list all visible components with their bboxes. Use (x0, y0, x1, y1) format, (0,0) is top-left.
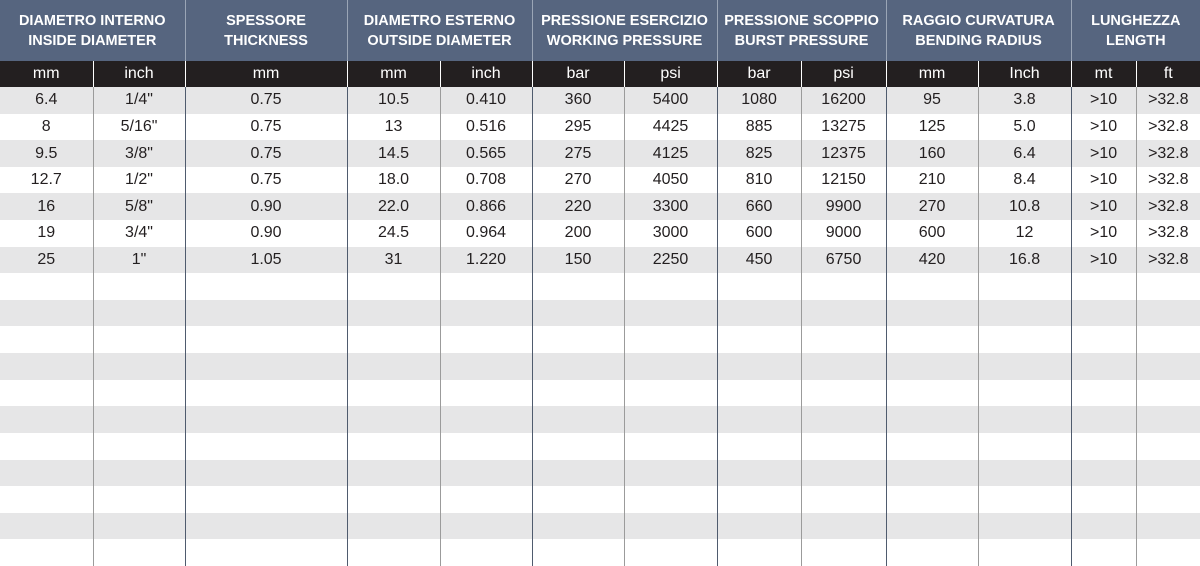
header-outside-diameter (347, 0, 532, 61)
table-cell: 6.4 (978, 140, 1071, 167)
table-cell: 0.866 (440, 193, 532, 220)
empty-row (0, 273, 1200, 300)
table-cell (93, 326, 185, 353)
table-cell (978, 539, 1071, 566)
header-inside-diameter (0, 0, 185, 61)
table-cell: >32.8 (1136, 220, 1200, 247)
table-cell: >32.8 (1136, 87, 1200, 114)
table-cell: 0.75 (185, 87, 347, 114)
table-cell: 95 (886, 87, 978, 114)
table-cell (440, 539, 532, 566)
table-cell (347, 380, 440, 407)
table-cell: 5400 (624, 87, 717, 114)
table-cell: 18.0 (347, 167, 440, 194)
table-cell: 2250 (624, 247, 717, 274)
table-cell: 6.4 (0, 87, 93, 114)
header-en-label: INSIDE DIAMETER (28, 32, 157, 49)
table-cell (717, 486, 801, 513)
table-cell: 16200 (801, 87, 886, 114)
unit-header-cell: mm (185, 61, 347, 87)
table-cell (1136, 326, 1200, 353)
table-cell (1071, 433, 1136, 460)
table-cell (1136, 300, 1200, 327)
empty-row (0, 539, 1200, 566)
table-row (0, 114, 1200, 141)
header-en-label: BENDING RADIUS (915, 32, 1042, 49)
table-cell (801, 353, 886, 380)
table-cell (717, 380, 801, 407)
table-cell (978, 326, 1071, 353)
table-cell (185, 406, 347, 433)
table-cell (347, 406, 440, 433)
table-cell (978, 486, 1071, 513)
table-cell (801, 460, 886, 487)
table-cell (0, 326, 93, 353)
table-cell (801, 539, 886, 566)
table-cell (886, 460, 978, 487)
table-cell (886, 300, 978, 327)
table-cell: 660 (717, 193, 801, 220)
table-cell (1071, 406, 1136, 433)
table-cell (1071, 486, 1136, 513)
table-cell (1071, 300, 1136, 327)
table-cell (886, 486, 978, 513)
table-cell (0, 380, 93, 407)
table-cell: >10 (1071, 114, 1136, 141)
table-cell (532, 486, 624, 513)
table-cell: >10 (1071, 247, 1136, 274)
table-cell: 4125 (624, 140, 717, 167)
table-cell (624, 513, 717, 540)
table-cell (801, 486, 886, 513)
table-row (0, 87, 1200, 114)
table-cell (347, 539, 440, 566)
table-cell (0, 273, 93, 300)
table-cell (886, 513, 978, 540)
table-cell: 295 (532, 114, 624, 141)
table-cell: 3/8" (93, 140, 185, 167)
table-cell (347, 433, 440, 460)
empty-row (0, 513, 1200, 540)
table-cell (0, 433, 93, 460)
unit-header-cell: inch (440, 61, 532, 87)
table-cell: 0.516 (440, 114, 532, 141)
header-en-label: WORKING PRESSURE (546, 32, 703, 49)
unit-header-cell: mt (1071, 61, 1136, 87)
table-cell (532, 326, 624, 353)
table-cell (185, 326, 347, 353)
table-cell (347, 486, 440, 513)
table-cell (93, 273, 185, 300)
empty-row (0, 380, 1200, 407)
table-cell (1136, 539, 1200, 566)
table-cell: 4425 (624, 114, 717, 141)
table-cell (532, 380, 624, 407)
table-cell (801, 406, 886, 433)
table-cell: 200 (532, 220, 624, 247)
table-cell (717, 539, 801, 566)
table-row (0, 247, 1200, 274)
table-cell (347, 326, 440, 353)
table-cell: 14.5 (347, 140, 440, 167)
table-cell: 31 (347, 247, 440, 274)
table-cell: 825 (717, 140, 801, 167)
table-cell (440, 486, 532, 513)
table-cell: 0.565 (440, 140, 532, 167)
header-it-label: DIAMETRO INTERNO (18, 12, 166, 29)
unit-header-cell: inch (93, 61, 185, 87)
table-cell: 12150 (801, 167, 886, 194)
table-cell (1136, 460, 1200, 487)
unit-header-cell: ft (1136, 61, 1200, 87)
table-cell (0, 513, 93, 540)
table-cell (886, 406, 978, 433)
unit-header-cell: psi (624, 61, 717, 87)
table-cell (624, 539, 717, 566)
table-cell (717, 433, 801, 460)
table-cell (185, 539, 347, 566)
unit-header-cell: mm (886, 61, 978, 87)
table-cell: 450 (717, 247, 801, 274)
table-cell (1136, 273, 1200, 300)
table-cell (978, 273, 1071, 300)
table-cell (1136, 433, 1200, 460)
table-cell (185, 513, 347, 540)
table-cell (717, 353, 801, 380)
header-en-label: LENGTH (1106, 32, 1166, 49)
table-cell: 12 (978, 220, 1071, 247)
table-cell: 0.964 (440, 220, 532, 247)
table-cell (93, 433, 185, 460)
table-cell (717, 513, 801, 540)
table-cell (978, 433, 1071, 460)
table-cell (440, 513, 532, 540)
table-cell: 0.90 (185, 193, 347, 220)
table-cell: 4050 (624, 167, 717, 194)
header-it-label: LUNGHEZZA (1091, 12, 1181, 29)
table-cell: 6750 (801, 247, 886, 274)
header-thickness (185, 0, 347, 61)
table-cell (717, 326, 801, 353)
table-cell (0, 460, 93, 487)
table-cell (1136, 486, 1200, 513)
table-cell: 10.8 (978, 193, 1071, 220)
table-cell: 885 (717, 114, 801, 141)
header-burst-pressure (717, 0, 886, 61)
table-cell (978, 353, 1071, 380)
table-cell (440, 460, 532, 487)
table-cell (532, 406, 624, 433)
table-cell: 210 (886, 167, 978, 194)
table-cell: 0.708 (440, 167, 532, 194)
table-cell: 275 (532, 140, 624, 167)
table-cell (624, 380, 717, 407)
table-cell: 8 (0, 114, 93, 141)
header-it-label: PRESSIONE ESERCIZIO (541, 12, 708, 29)
header-en-label: BURST PRESSURE (734, 32, 869, 49)
table-cell (532, 353, 624, 380)
unit-header-cell: mm (347, 61, 440, 87)
table-cell (624, 433, 717, 460)
table-cell (624, 300, 717, 327)
header-it-label: SPESSORE (226, 12, 306, 29)
table-cell (978, 380, 1071, 407)
table-body (0, 87, 1200, 566)
table-cell (185, 353, 347, 380)
table-cell: 1.220 (440, 247, 532, 274)
table-cell: 0.75 (185, 114, 347, 141)
table-cell: 420 (886, 247, 978, 274)
table-cell (93, 406, 185, 433)
table-cell (717, 406, 801, 433)
table-cell (93, 460, 185, 487)
table-cell (1136, 513, 1200, 540)
unit-header-cell: psi (801, 61, 886, 87)
table-cell: 1080 (717, 87, 801, 114)
empty-row (0, 353, 1200, 380)
table-cell: 125 (886, 114, 978, 141)
table-cell (801, 433, 886, 460)
table-cell: >32.8 (1136, 114, 1200, 141)
table-cell (185, 380, 347, 407)
header-it-label: PRESSIONE SCOPPIO (724, 12, 879, 29)
table-cell (717, 300, 801, 327)
empty-row (0, 460, 1200, 487)
table-cell (532, 300, 624, 327)
table-cell (1071, 273, 1136, 300)
table-cell (624, 273, 717, 300)
table-cell (1136, 380, 1200, 407)
table-row (0, 140, 1200, 167)
header-it-label: RAGGIO CURVATURA (902, 12, 1055, 29)
table-cell: 1/2" (93, 167, 185, 194)
empty-row (0, 300, 1200, 327)
table-cell (440, 433, 532, 460)
table-cell: 600 (886, 220, 978, 247)
table-cell: 1/4" (93, 87, 185, 114)
table-cell (185, 460, 347, 487)
table-cell (978, 460, 1071, 487)
table-cell (0, 300, 93, 327)
table-cell (532, 513, 624, 540)
table-cell (347, 460, 440, 487)
table-cell (1071, 380, 1136, 407)
table-cell: 1.05 (185, 247, 347, 274)
table-cell: 3/4" (93, 220, 185, 247)
table-cell: 0.75 (185, 140, 347, 167)
table-cell: 5/8" (93, 193, 185, 220)
table-cell (0, 353, 93, 380)
table-cell (1071, 353, 1136, 380)
table-cell (624, 486, 717, 513)
unit-header-cell: Inch (978, 61, 1071, 87)
table-cell (0, 486, 93, 513)
table-cell (886, 433, 978, 460)
table-cell: 25 (0, 247, 93, 274)
table-cell: 19 (0, 220, 93, 247)
table-cell: 13 (347, 114, 440, 141)
table-cell: 150 (532, 247, 624, 274)
table-cell: 13275 (801, 114, 886, 141)
table-cell: 16.8 (978, 247, 1071, 274)
table-cell: 16 (0, 193, 93, 220)
table-cell (347, 353, 440, 380)
table-cell (801, 380, 886, 407)
table-cell (0, 539, 93, 566)
table-row (0, 193, 1200, 220)
table-cell: 9.5 (0, 140, 93, 167)
header-en-label: OUTSIDE DIAMETER (367, 32, 512, 49)
table-cell (886, 380, 978, 407)
table-cell: 0.75 (185, 167, 347, 194)
table-cell: >10 (1071, 87, 1136, 114)
table-cell (347, 273, 440, 300)
table-cell (801, 513, 886, 540)
table-cell: >32.8 (1136, 193, 1200, 220)
table-row (0, 167, 1200, 194)
table-cell (0, 406, 93, 433)
table-cell: 5/16" (93, 114, 185, 141)
table-cell: 160 (886, 140, 978, 167)
table-cell (347, 300, 440, 327)
table-cell: 12.7 (0, 167, 93, 194)
table-cell: >10 (1071, 140, 1136, 167)
table-cell (185, 433, 347, 460)
table-cell (624, 326, 717, 353)
table-cell: 600 (717, 220, 801, 247)
empty-row (0, 326, 1200, 353)
table-cell (93, 486, 185, 513)
table-cell: >32.8 (1136, 247, 1200, 274)
table-cell: 10.5 (347, 87, 440, 114)
table-cell (624, 353, 717, 380)
table-cell (532, 433, 624, 460)
unit-header-cell: mm (0, 61, 93, 87)
table-cell (886, 353, 978, 380)
table-cell (886, 539, 978, 566)
table-cell (624, 406, 717, 433)
table-cell: >10 (1071, 193, 1136, 220)
table-cell (93, 300, 185, 327)
table-cell: 1" (93, 247, 185, 274)
table-cell (440, 326, 532, 353)
table-cell (532, 273, 624, 300)
table-cell (978, 300, 1071, 327)
table-cell (440, 380, 532, 407)
header-en-label: THICKNESS (224, 32, 308, 49)
table-cell (717, 273, 801, 300)
empty-row (0, 486, 1200, 513)
table-cell (93, 380, 185, 407)
empty-row (0, 406, 1200, 433)
table-cell (1071, 513, 1136, 540)
table-cell (440, 406, 532, 433)
table-cell: 3000 (624, 220, 717, 247)
table-cell (93, 513, 185, 540)
unit-header-row (0, 61, 1200, 87)
unit-header-cell: bar (717, 61, 801, 87)
header-working-pressure (532, 0, 717, 61)
table-cell (1071, 326, 1136, 353)
table-cell: 9000 (801, 220, 886, 247)
header-it-label: DIAMETRO ESTERNO (363, 12, 516, 29)
table-cell: 270 (532, 167, 624, 194)
table-cell: 0.90 (185, 220, 347, 247)
table-cell (440, 353, 532, 380)
group-header-row (0, 0, 1200, 61)
table-cell: 270 (886, 193, 978, 220)
table-cell (978, 513, 1071, 540)
table-cell: 3.8 (978, 87, 1071, 114)
header-length (1071, 0, 1200, 61)
table-cell: 5.0 (978, 114, 1071, 141)
table-cell (978, 406, 1071, 433)
table-cell (185, 300, 347, 327)
table-cell: 3300 (624, 193, 717, 220)
table-cell (440, 300, 532, 327)
table-cell: 8.4 (978, 167, 1071, 194)
table-cell (1071, 539, 1136, 566)
table-cell (717, 460, 801, 487)
table-cell: 360 (532, 87, 624, 114)
table-cell (185, 486, 347, 513)
table-cell (185, 273, 347, 300)
table-cell (347, 513, 440, 540)
table-cell (801, 326, 886, 353)
empty-row (0, 433, 1200, 460)
table-cell (624, 460, 717, 487)
table-cell: >10 (1071, 220, 1136, 247)
table-row (0, 220, 1200, 247)
table-cell: 220 (532, 193, 624, 220)
table-cell (440, 273, 532, 300)
table-cell: >10 (1071, 167, 1136, 194)
table-cell (1136, 353, 1200, 380)
table-cell (1071, 460, 1136, 487)
table-cell (886, 273, 978, 300)
table-cell: 12375 (801, 140, 886, 167)
table-cell: 9900 (801, 193, 886, 220)
table-cell: >32.8 (1136, 140, 1200, 167)
table-cell (93, 353, 185, 380)
table-cell (93, 539, 185, 566)
table-cell (532, 460, 624, 487)
table-cell: 0.410 (440, 87, 532, 114)
table-cell: 22.0 (347, 193, 440, 220)
unit-header-cell: bar (532, 61, 624, 87)
table-cell (886, 326, 978, 353)
table-cell (532, 539, 624, 566)
table-cell: 810 (717, 167, 801, 194)
table-cell (801, 273, 886, 300)
table-cell (801, 300, 886, 327)
table-cell: >32.8 (1136, 167, 1200, 194)
table-cell (1136, 406, 1200, 433)
header-bending-radius (886, 0, 1071, 61)
table-cell: 24.5 (347, 220, 440, 247)
